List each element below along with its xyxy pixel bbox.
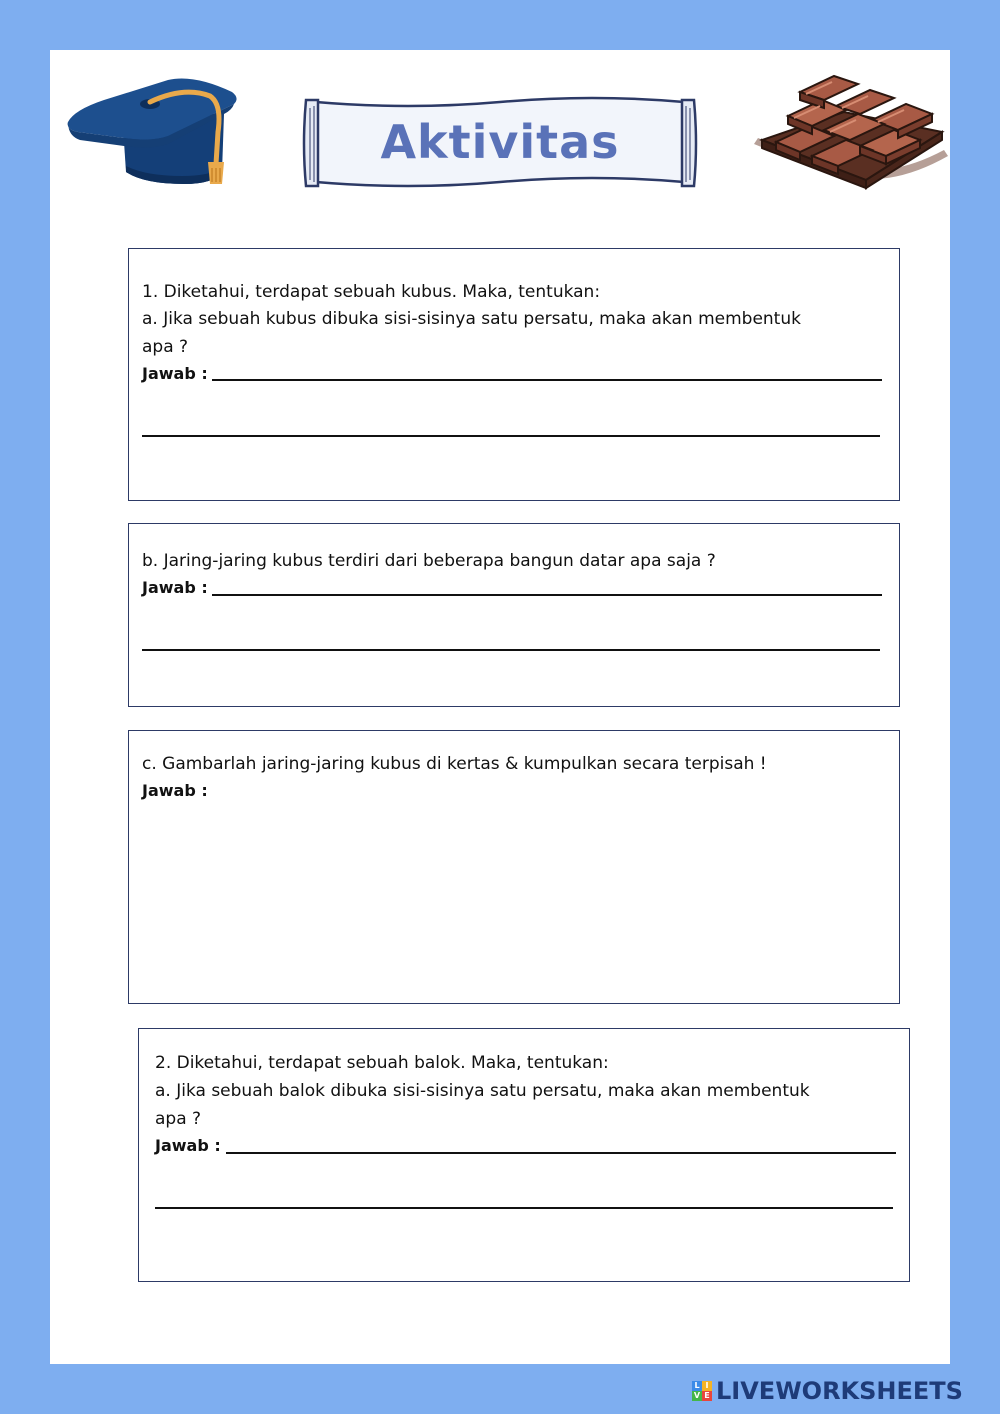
answer-label-3: Jawab :: [142, 781, 208, 800]
answer-label-1: Jawab :: [142, 364, 208, 383]
chocolate-bar-icon: [748, 70, 954, 198]
liveworksheets-icon: [692, 1381, 712, 1401]
logo-letter-e: E: [702, 1391, 712, 1401]
question-1-line-3: apa ?: [142, 337, 189, 357]
logo-letter-i: I: [702, 1381, 712, 1391]
question-4-line-1: 2. Diketahui, terdapat sebuah balok. Maka, tentukan:: [155, 1053, 609, 1073]
answer-line-4b[interactable]: [155, 1207, 893, 1209]
liveworksheets-logo[interactable]: [692, 1378, 963, 1404]
question-4-line-3: apa ?: [155, 1109, 202, 1129]
answer-line-2b[interactable]: [142, 649, 880, 651]
page-title: Aktivitas: [380, 115, 620, 169]
answer-line-4a[interactable]: [226, 1152, 896, 1154]
question-1-line-1: 1. Diketahui, terdapat sebuah kubus. Maka, tentukan:: [142, 282, 601, 302]
logo-letter-l: L: [692, 1381, 702, 1391]
answer-line-1b[interactable]: [142, 435, 880, 437]
answer-line-1a[interactable]: [212, 379, 882, 381]
question-4-line-2: a. Jika sebuah balok dibuka sisi-sisinya satu persatu, maka akan membentuk: [155, 1081, 810, 1101]
liveworksheets-brand: LIVEWORKSHEETS: [716, 1377, 963, 1405]
question-2-line-1: b. Jaring-jaring kubus terdiri dari beberapa bangun datar apa saja ?: [142, 551, 716, 571]
question-3-line-1: c. Gambarlah jaring-jaring kubus di kertas & kumpulkan secara terpisah !: [142, 754, 767, 774]
answer-label-4: Jawab :: [155, 1136, 221, 1155]
answer-line-2a[interactable]: [212, 594, 882, 596]
question-1-line-2: a. Jika sebuah kubus dibuka sisi-sisinya satu persatu, maka akan membentuk: [142, 309, 801, 329]
graduation-cap-icon: [64, 72, 244, 192]
answer-label-2: Jawab :: [142, 578, 208, 597]
logo-letter-v: V: [693, 1391, 701, 1400]
